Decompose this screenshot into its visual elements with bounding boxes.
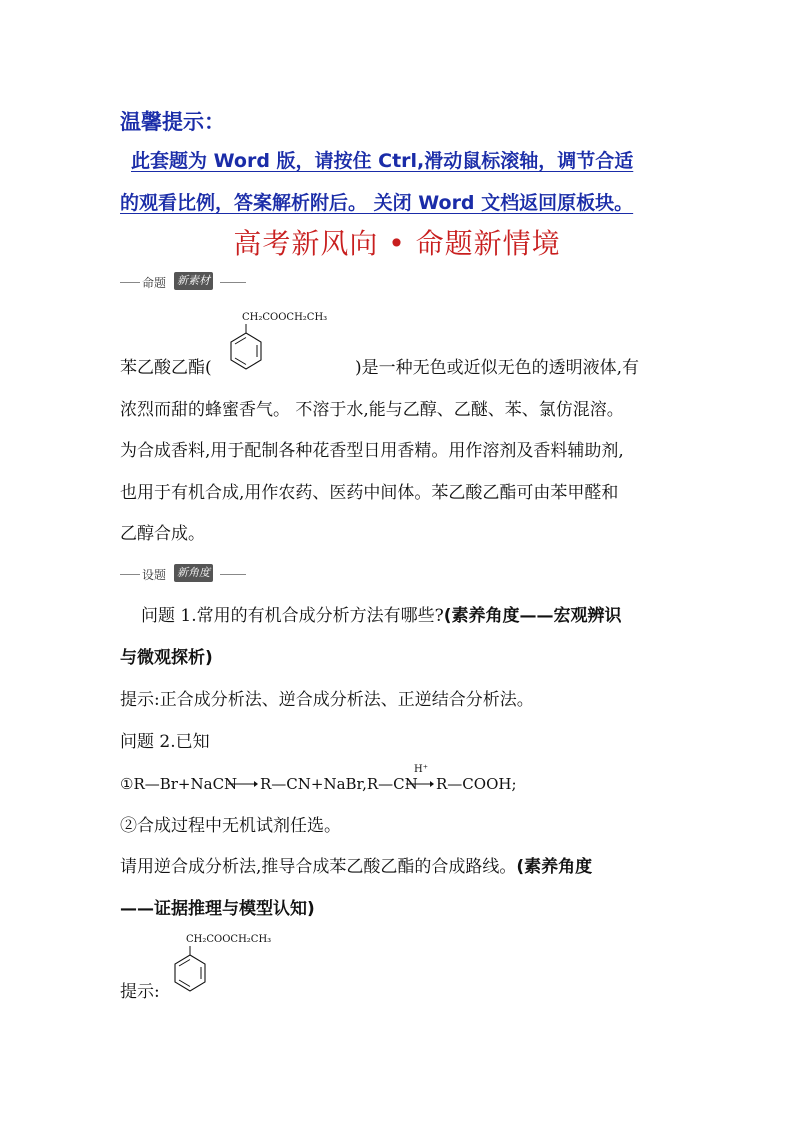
reaction-part-1: ①R—Br+NaCN — [120, 775, 238, 793]
q1-line-1 — [141, 606, 622, 627]
q2-reaction — [120, 764, 540, 794]
ethyl-phenylacetate-structure — [228, 312, 358, 374]
banner-new-angle — [120, 564, 246, 586]
q1-answer: 提示:正合成分析法、逆合成分析法、正逆结合分析法。 — [120, 690, 534, 710]
hint-structure — [172, 934, 302, 998]
notice-line-1: 此套题为 Word 版，请按住 Ctrl,滑动鼠标滚轴，调节合适 — [131, 150, 634, 172]
structure-substituent: CH₂COOCH₂CH₃ — [242, 312, 328, 323]
reaction-arrow-icon — [406, 778, 434, 790]
benzene-ring-icon — [172, 946, 212, 996]
intro-line-1-end: )是一种无色或近似无色的透明液体,有 — [355, 358, 640, 378]
q2-heading: 问题 2.已知 — [120, 732, 210, 752]
q2-condition: ②合成过程中无机试剂任选。 — [120, 816, 341, 836]
structure-substituent: CH₂COOCH₂CH₃ — [186, 934, 272, 945]
q2-literacy-tag: (素养角度 — [516, 857, 593, 877]
intro-line-4: 也用于有机合成,用作农药、医药中间体。苯乙酸乙酯可由苯甲醛和 — [120, 483, 619, 503]
banner-new-material — [120, 272, 246, 294]
notice-title: 温馨提示： — [120, 110, 225, 134]
q2-request-line — [120, 857, 592, 878]
banner-tag: 新素材 — [174, 272, 213, 290]
q2-literacy-tag-cont: ——证据推理与模型认知) — [120, 899, 315, 919]
q2-hint-label: 提示: — [120, 982, 160, 1002]
intro-line-5: 乙醇合成。 — [120, 524, 205, 544]
q2-request: 请用逆合成分析法,推导合成苯乙酸乙酯的合成路线。 — [120, 857, 517, 877]
q1-literacy-tag-cont: 与微观探析) — [120, 648, 213, 668]
reaction-arrow-icon — [228, 778, 258, 790]
reaction-catalyst: H⁺ — [414, 764, 428, 775]
banner-tag: 新角度 — [174, 564, 213, 582]
reaction-part-3: R—COOH; — [436, 775, 517, 793]
reaction-part-2: R—CN+NaBr,R—CN — [260, 775, 418, 793]
intro-line-3: 为合成香料,用于配制各种花香型日用香精。用作溶剂及香料辅助剂, — [120, 441, 624, 461]
benzene-ring-icon — [228, 324, 268, 374]
notice-line-2: 的观看比例，答案解析附后。 关闭 Word 文档返回原板块。 — [120, 192, 634, 214]
intro-line-1: 苯乙酸乙酯( — [120, 358, 212, 378]
q1-literacy-tag: (素养角度——宏观辨识 — [443, 606, 622, 626]
q1-text: 问题 1.常用的有机合成分析方法有哪些? — [141, 606, 444, 626]
banner-label: 设题 — [142, 568, 167, 582]
banner-label: 命题 — [142, 276, 167, 290]
page-title: 高考新风向 • 命题新情境 — [233, 227, 561, 260]
intro-line-2: 浓烈而甜的蜂蜜香气。 不溶于水,能与乙醇、乙醚、苯、氯仿混溶。 — [120, 400, 624, 420]
